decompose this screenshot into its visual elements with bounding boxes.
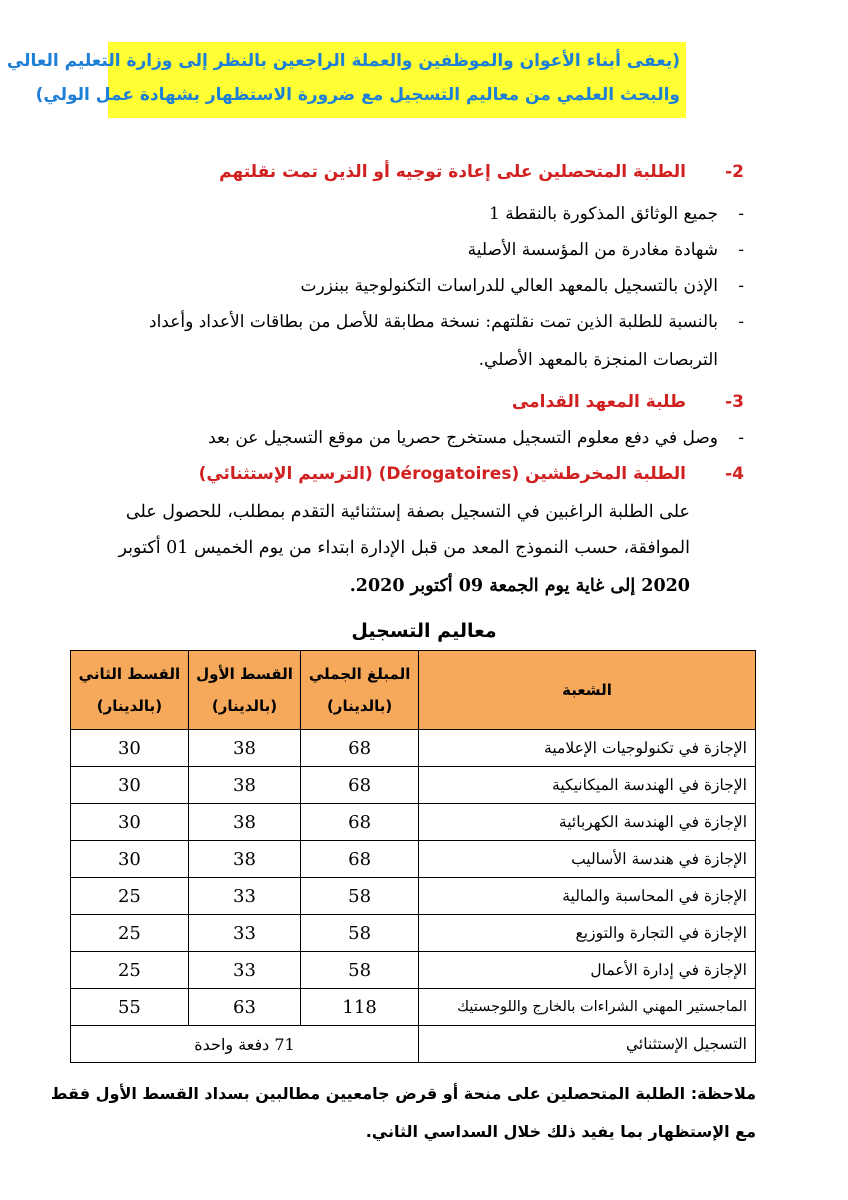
table-row: الإجازة في تكنولوجيات الإعلامية 68 38 30 [71,730,756,767]
note-line2: مع الإستظهار بما يفيد ذلك خلال السداسي الثاني. [365,1122,756,1141]
section-4-heading [199,464,744,484]
exemption-notice-line2: والبحث العلمي من معاليم التسجيل مع ضرورة الاستظهار بشهادة عمل الولي) [35,85,680,105]
table-row: الإجازة في التجارة والتوزيع 58 33 25 [71,915,756,952]
section-4-title: الطلبة المخرطشين (Dérogatoires) (الترسيم الإستثنائي) [198,464,686,484]
table-header-row [71,651,756,730]
section-3-number: 3- [725,392,744,412]
header-second-installment: القسط الثاني (بالدينار) [71,651,189,730]
header-first-installment: القسط الأول (بالدينار) [188,651,300,730]
table-row-exceptional: التسجيل الإستثنائي 71 دفعة واحدة [71,1026,756,1063]
table-row: الإجازة في إدارة الأعمال 58 33 25 [71,952,756,989]
list-item: -جميع الوثائق المذكورة بالنقطة 1 [489,204,744,224]
section-4-paragraph-line2: الموافقة، حسب النموذج المعد من قبل الإدارة ابتداء من يوم الخميس 01 أكتوبر [118,538,690,558]
section-2-number: 2- [725,162,744,182]
section-2-title: الطلبة المتحصلين على إعادة توجيه أو الذين تمت نقلتهم [219,162,686,182]
section-4-paragraph-line1: على الطلبة الراغبين في التسجيل بصفة إستثنائية التقدم بمطلب، للحصول على [125,502,690,522]
list-item: -بالنسبة للطلبة الذين تمت نقلتهم: نسخة مطابقة للأصل من بطاقات الأعداد وأعداد [149,312,744,332]
table-row: الإجازة في الهندسة الكهربائية 68 38 30 [71,804,756,841]
list-item: -الإذن بالتسجيل بالمعهد العالي للدراسات التكنولوجية ببنزرت [300,276,744,296]
section-4-paragraph-line3: 2020 إلى غاية يوم الجمعة 09 أكتوبر 2020. [349,576,690,596]
section-4-number: 4- [725,464,744,484]
header-branch: الشعبة [419,651,756,730]
header-total: المبلغ الجملي (بالدينار) [301,651,419,730]
exceptional-amount: 71 دفعة واحدة [71,1026,419,1063]
section-2-heading [219,162,744,182]
note-line1: ملاحظة: الطلبة المتحصلين على منحة أو قرض جامعيين مطالبين بسداد القسط الأول فقط [50,1084,756,1103]
list-item-continuation: التربصات المنجزة بالمعهد الأصلي. [478,350,718,370]
exemption-notice-line1: (يعفى أبناء الأعوان والموظفين والعملة الراجعين بالنظر إلى وزارة التعليم العالي [6,51,680,71]
fees-table-title: معاليم التسجيل [351,620,497,642]
list-item: -شهادة مغادرة من المؤسسة الأصلية [467,240,744,260]
list-item: -وصل في دفع معلوم التسجيل مستخرج حصريا من موقع التسجيل عن بعد [208,428,744,448]
table-row: الإجازة في المحاسبة والمالية 58 33 25 [71,878,756,915]
exemption-notice [6,42,686,118]
section-3-heading [512,392,744,412]
fees-table [70,650,756,1063]
table-row: الماجستير المهني الشراءات بالخارج واللوجستيك 118 63 55 [71,989,756,1026]
section-3-title: طلبة المعهد القدامى [511,392,686,412]
table-row: الإجازة في هندسة الأساليب 68 38 30 [71,841,756,878]
table-row: الإجازة في الهندسة الميكانيكية 68 38 30 [71,767,756,804]
